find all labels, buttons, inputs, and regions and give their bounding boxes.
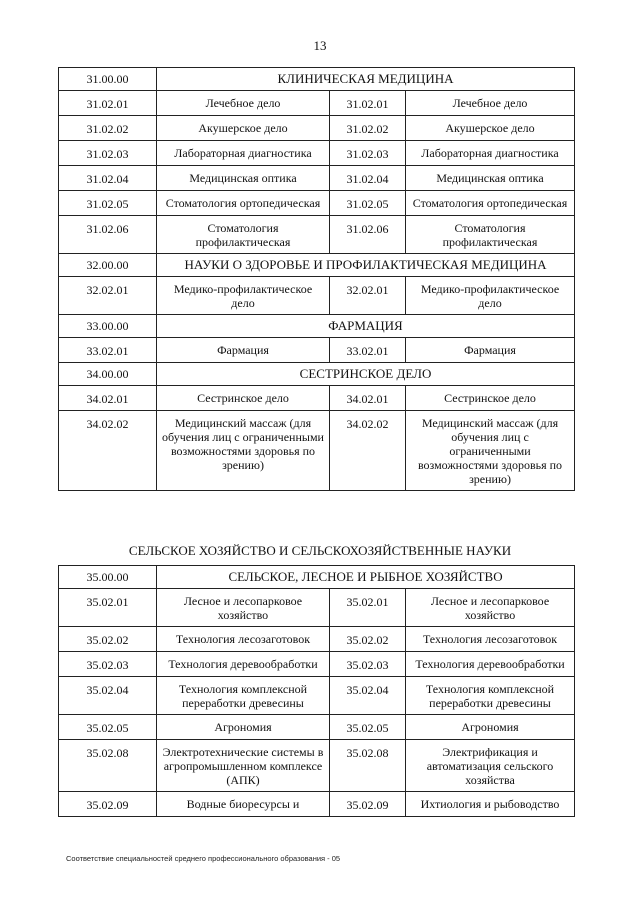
page-number: 13 — [313, 38, 327, 53]
specialty-name: Медико-профилактическое дело — [157, 277, 330, 315]
specialty-code: 31.02.04 — [59, 166, 157, 191]
specialty-name: Акушерское дело — [157, 116, 330, 141]
section-code: 34.00.00 — [59, 363, 157, 386]
table-row — [59, 589, 575, 627]
specialty-code: 31.02.06 — [59, 216, 157, 254]
section-title: СЕЛЬСКОЕ, ЛЕСНОЕ И РЫБНОЕ ХОЗЯЙСТВО — [157, 566, 575, 589]
section-code: 31.00.00 — [59, 68, 157, 91]
specialty-code-new: 35.02.03 — [330, 652, 406, 677]
specialty-name-new: Лабораторная диагностика — [406, 141, 575, 166]
specialty-code: 35.02.09 — [59, 792, 157, 817]
specialty-code: 35.02.03 — [59, 652, 157, 677]
specialty-code: 31.02.02 — [59, 116, 157, 141]
specialty-code-new: 31.02.04 — [330, 166, 406, 191]
specialty-name-new: Фармация — [406, 338, 575, 363]
specialty-code-new: 35.02.04 — [330, 677, 406, 715]
specialty-code-new: 35.02.02 — [330, 627, 406, 652]
specialty-code-new: 34.02.02 — [330, 411, 406, 491]
specialty-name: Фармация — [157, 338, 330, 363]
specialty-code: 32.02.01 — [59, 277, 157, 315]
specialty-name-new: Медицинская оптика — [406, 166, 575, 191]
section-title: СЕСТРИНСКОЕ ДЕЛО — [157, 363, 575, 386]
specialty-name-new: Медицинский массаж (для обучения лиц с ограниченными возможностями здоровья по зрению) — [406, 411, 575, 491]
specialty-code-new: 35.02.08 — [330, 740, 406, 792]
specialty-code-new: 31.02.05 — [330, 191, 406, 216]
specialty-name: Водные биоресурсы и — [157, 792, 330, 817]
table-row — [59, 277, 575, 315]
specialty-name-new: Акушерское дело — [406, 116, 575, 141]
section-row — [59, 315, 575, 338]
specialty-name: Электротехнические системы в агропромышленном комплексе (АПК) — [157, 740, 330, 792]
specialty-code: 31.02.01 — [59, 91, 157, 116]
specialties-table-agriculture — [58, 565, 575, 817]
specialty-code-new: 31.02.02 — [330, 116, 406, 141]
table-row — [59, 191, 575, 216]
specialty-name-new: Стоматология ортопедическая — [406, 191, 575, 216]
specialty-name: Стоматология профилактическая — [157, 216, 330, 254]
specialty-code: 35.02.02 — [59, 627, 157, 652]
specialty-name: Медицинский массаж (для обучения лиц с ограниченными возможностями здоровья по зрению) — [157, 411, 330, 491]
specialty-name: Сестринское дело — [157, 386, 330, 411]
specialty-code: 35.02.05 — [59, 715, 157, 740]
specialty-code: 31.02.05 — [59, 191, 157, 216]
specialty-name-new: Технология комплексной переработки древесины — [406, 677, 575, 715]
specialty-name: Стоматология ортопедическая — [157, 191, 330, 216]
specialty-name: Технология лесозаготовок — [157, 627, 330, 652]
section-code: 32.00.00 — [59, 254, 157, 277]
specialty-name-new: Электрификация и автоматизация сельского хозяйства — [406, 740, 575, 792]
specialty-name: Технология деревообработки — [157, 652, 330, 677]
table-row — [59, 652, 575, 677]
specialty-name-new: Стоматология профилактическая — [406, 216, 575, 254]
section-code: 35.00.00 — [59, 566, 157, 589]
specialty-code-new: 34.02.01 — [330, 386, 406, 411]
specialty-name-new: Агрономия — [406, 715, 575, 740]
specialties-table-body — [59, 566, 575, 817]
specialty-code: 34.02.02 — [59, 411, 157, 491]
specialty-code: 35.02.08 — [59, 740, 157, 792]
table-row — [59, 91, 575, 116]
specialty-code-new: 35.02.05 — [330, 715, 406, 740]
table-row — [59, 792, 575, 817]
table-row — [59, 386, 575, 411]
table-row — [59, 216, 575, 254]
section-title: ФАРМАЦИЯ — [157, 315, 575, 338]
table-row — [59, 116, 575, 141]
specialty-code-new: 33.02.01 — [330, 338, 406, 363]
specialty-name: Лабораторная диагностика — [157, 141, 330, 166]
specialty-code-new: 35.02.09 — [330, 792, 406, 817]
specialty-code-new: 31.02.01 — [330, 91, 406, 116]
table-row — [59, 141, 575, 166]
table-row — [59, 677, 575, 715]
group-heading: СЕЛЬСКОЕ ХОЗЯЙСТВО И СЕЛЬСКОХОЗЯЙСТВЕННЫЕ НАУКИ — [128, 543, 512, 558]
table-row — [59, 166, 575, 191]
specialty-code: 31.02.03 — [59, 141, 157, 166]
table-row — [59, 338, 575, 363]
specialty-name: Агрономия — [157, 715, 330, 740]
specialty-name-new: Технология деревообработки — [406, 652, 575, 677]
section-row — [59, 566, 575, 589]
section-row — [59, 363, 575, 386]
specialty-code: 34.02.01 — [59, 386, 157, 411]
section-title: КЛИНИЧЕСКАЯ МЕДИЦИНА — [157, 68, 575, 91]
table-row — [59, 627, 575, 652]
specialty-name-new: Лечебное дело — [406, 91, 575, 116]
specialty-name: Лесное и лесопарковое хозяйство — [157, 589, 330, 627]
specialty-name-new: Технология лесозаготовок — [406, 627, 575, 652]
footer-note: Соответствие специальностей среднего профессионального образования - 05 — [66, 854, 341, 863]
specialty-code: 35.02.01 — [59, 589, 157, 627]
specialty-name-new: Ихтиология и рыбоводство — [406, 792, 575, 817]
specialties-table-medicine — [58, 67, 575, 491]
section-title: НАУКИ О ЗДОРОВЬЕ И ПРОФИЛАКТИЧЕСКАЯ МЕДИЦИНА — [157, 254, 575, 277]
specialty-code-new: 32.02.01 — [330, 277, 406, 315]
specialties-table-body — [59, 68, 575, 491]
specialty-name-new: Сестринское дело — [406, 386, 575, 411]
section-row — [59, 68, 575, 91]
specialty-name-new: Медико-профилактическое дело — [406, 277, 575, 315]
table-row — [59, 740, 575, 792]
specialty-name: Медицинская оптика — [157, 166, 330, 191]
specialty-code: 33.02.01 — [59, 338, 157, 363]
table-row — [59, 411, 575, 491]
specialty-code-new: 31.02.03 — [330, 141, 406, 166]
section-row — [59, 254, 575, 277]
section-code: 33.00.00 — [59, 315, 157, 338]
specialty-code: 35.02.04 — [59, 677, 157, 715]
specialty-name: Лечебное дело — [157, 91, 330, 116]
specialty-code-new: 31.02.06 — [330, 216, 406, 254]
specialty-name-new: Лесное и лесопарковое хозяйство — [406, 589, 575, 627]
specialty-name: Технология комплексной переработки древесины — [157, 677, 330, 715]
specialty-code-new: 35.02.01 — [330, 589, 406, 627]
table-row — [59, 715, 575, 740]
